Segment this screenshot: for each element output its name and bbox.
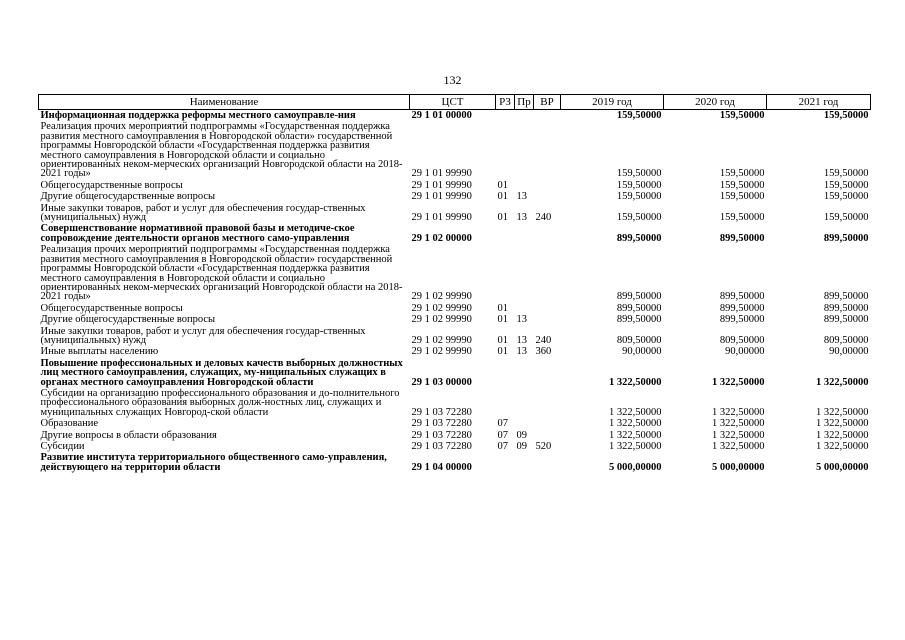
cell-name: Иные закупки товаров, работ и услуг для обеспечения государ-ственных (муниципальных) нужд — [40, 325, 366, 346]
header-row — [39, 95, 871, 110]
cell-pr — [515, 244, 534, 302]
cell-pr — [515, 223, 534, 244]
header-name: Наименование — [39, 95, 410, 110]
cell-2021: 899,50000 — [823, 302, 869, 314]
cell-2021: 159,50000 — [823, 168, 869, 180]
cell-pr: 13 — [516, 346, 527, 358]
cell-name: Повышение профессиональных и деловых качеств выборных должностных лиц местного самоуправления, служащих, му-ниципальных служащих в органах местного самоуправления Новгородской области — [40, 357, 403, 388]
cell-rz: 01 — [497, 191, 508, 203]
cell-2021: 809,50000 — [823, 334, 869, 346]
header-2019: 2019 год — [561, 95, 664, 110]
cell-rz: 07 — [497, 441, 508, 452]
cell-rz — [496, 452, 515, 473]
cell-pr: 13 — [516, 334, 527, 346]
cell-2020: 159,50000 — [719, 212, 765, 224]
cell-cst: 29 1 01 99990 — [411, 168, 472, 180]
cell-cst: 29 1 02 99990 — [411, 302, 472, 314]
cell-2020: 899,50000 — [719, 314, 765, 326]
cell-cst: 29 1 02 99990 — [411, 291, 472, 303]
table-body — [39, 110, 871, 474]
cell-2020: 159,50000 — [719, 168, 765, 180]
page-number: 132 — [443, 73, 462, 87]
header-2021: 2021 год — [767, 95, 871, 110]
table-row — [39, 326, 871, 347]
cell-name: Информационная поддержка реформы местного самоуправле-ния — [40, 110, 356, 121]
table-row — [39, 303, 871, 314]
cell-2021: 1 322,50000 — [816, 406, 869, 418]
cell-cst: 29 1 03 72280 — [411, 441, 472, 452]
cell-cst: 29 1 04 00000 — [411, 461, 472, 473]
table-row — [39, 346, 871, 357]
cell-2021: 899,50000 — [823, 232, 869, 244]
cell-rz — [496, 110, 515, 122]
cell-2019: 809,50000 — [616, 334, 662, 346]
cell-2021: 1 322,50000 — [816, 418, 869, 430]
table-row — [39, 244, 871, 302]
cell-2019: 899,50000 — [616, 302, 662, 314]
cell-2019: 90,00000 — [622, 346, 662, 358]
cell-2020: 1 322,50000 — [712, 429, 765, 441]
cell-rz: 01 — [497, 314, 508, 326]
cell-name: Образование — [40, 418, 99, 430]
cell-2019: 159,50000 — [616, 110, 662, 121]
cell-2020: 5 000,00000 — [712, 461, 765, 473]
cell-pr — [515, 418, 534, 429]
cell-2019: 1 322,50000 — [609, 418, 662, 430]
cell-pr — [515, 180, 534, 191]
header-vr: ВР — [534, 95, 561, 110]
header-cst: ЦСТ — [410, 95, 496, 110]
cell-vr — [534, 452, 561, 473]
table-header — [39, 95, 871, 110]
cell-vr — [534, 418, 561, 429]
table-row — [39, 223, 871, 244]
cell-pr: 13 — [516, 314, 527, 326]
header-2020: 2020 год — [664, 95, 767, 110]
cell-2019: 899,50000 — [616, 291, 662, 303]
cell-2021: 1 322,50000 — [816, 376, 869, 388]
cell-2020: 1 322,50000 — [712, 376, 765, 388]
cell-pr: 13 — [516, 212, 527, 224]
cell-pr: 13 — [516, 191, 527, 203]
cell-2019: 159,50000 — [616, 179, 662, 191]
cell-pr — [515, 388, 534, 418]
cell-rz: 01 — [497, 212, 508, 224]
cell-2021: 159,50000 — [823, 110, 869, 121]
cell-2019: 159,50000 — [616, 168, 662, 180]
cell-2020: 1 322,50000 — [712, 441, 765, 452]
cell-rz — [496, 223, 515, 244]
cell-vr — [534, 191, 561, 202]
cell-vr — [534, 180, 561, 191]
cell-name: Субсидии на организацию профессионального образования и до-полнительного профессионального образования выборных долж-ностных лиц, служащих и муниципальных служащих Новгород-ской области — [40, 387, 400, 418]
cell-2020: 899,50000 — [719, 291, 765, 303]
cell-2021: 159,50000 — [823, 179, 869, 191]
cell-rz: 01 — [497, 334, 508, 346]
cell-2020: 159,50000 — [719, 110, 765, 121]
table-row — [39, 180, 871, 191]
cell-rz: 01 — [497, 302, 508, 314]
cell-vr — [534, 388, 561, 418]
cell-rz: 07 — [497, 429, 508, 441]
cell-2021: 899,50000 — [823, 314, 869, 326]
header-pr: Пр — [515, 95, 534, 110]
cell-vr: 360 — [535, 346, 552, 358]
table-row — [39, 110, 871, 122]
table-row — [39, 452, 871, 473]
cell-2021: 1 322,50000 — [816, 441, 869, 452]
cell-vr — [534, 430, 561, 441]
cell-vr — [534, 303, 561, 314]
cell-vr — [534, 358, 561, 388]
header-rz: РЗ — [496, 95, 515, 110]
cell-pr: 09 — [516, 429, 527, 441]
cell-rz — [496, 244, 515, 302]
cell-pr — [515, 358, 534, 388]
cell-rz: 07 — [497, 418, 508, 430]
cell-cst: 29 1 01 99990 — [411, 212, 472, 224]
cell-name: Другие общегосударственные вопросы — [40, 191, 216, 203]
cell-2020: 899,50000 — [719, 302, 765, 314]
cell-pr — [515, 110, 534, 122]
cell-name: Совершенствование нормативной правовой базы и методиче-ское сопровождение деятельности органов местного само-управления — [40, 223, 355, 244]
cell-2019: 1 322,50000 — [609, 429, 662, 441]
cell-rz — [496, 121, 515, 179]
cell-2021: 90,00000 — [829, 346, 869, 358]
table-row — [39, 191, 871, 202]
cell-rz: 01 — [497, 179, 508, 191]
cell-2021: 1 322,50000 — [816, 429, 869, 441]
cell-vr: 240 — [535, 212, 552, 224]
cell-cst: 29 1 03 00000 — [411, 376, 472, 388]
cell-name: Другие общегосударственные вопросы — [40, 314, 216, 326]
cell-name: Реализация прочих мероприятий подпрограммы «Государственная поддержка развития местного самоуправления в Новгородской области» государственной программы Новгородской области «Государственная поддержка развития местного самоуправления в Новгородской области и социально ориентированных неком-мерческих организаций Новгородской области на 2018-2021 годы» — [40, 244, 403, 303]
cell-2019: 5 000,00000 — [609, 461, 662, 473]
cell-2019: 1 322,50000 — [609, 376, 662, 388]
cell-pr — [515, 121, 534, 179]
table-row — [39, 358, 871, 388]
cell-cst: 29 1 01 00000 — [411, 110, 472, 121]
cell-name: Иные закупки товаров, работ и услуг для обеспечения государ-ственных (муниципальных) нужд — [40, 202, 366, 224]
cell-2020: 159,50000 — [719, 191, 765, 203]
cell-vr — [534, 223, 561, 244]
table-row — [39, 388, 871, 418]
cell-vr: 520 — [535, 441, 552, 452]
cell-vr — [534, 110, 561, 122]
cell-name: Реализация прочих мероприятий подпрограммы «Государственная поддержка развития местного самоуправления в Новгородской области» государственной программы Новгородской области «Государственная поддержка развития местного самоуправления в Новгородской области и социально ориентированных неком-мерческих организаций Новгородской области на 2018-2021 годы» — [40, 121, 403, 180]
cell-2021: 899,50000 — [823, 291, 869, 303]
cell-2020: 159,50000 — [719, 179, 765, 191]
cell-2020: 1 322,50000 — [712, 406, 765, 418]
cell-vr — [534, 121, 561, 179]
cell-vr — [534, 244, 561, 302]
cell-rz — [496, 358, 515, 388]
cell-name: Другие вопросы в области образования — [40, 429, 217, 441]
cell-2020: 1 322,50000 — [712, 418, 765, 430]
cell-name: Развитие института территориального общественного само-управления, действующего на территории области — [40, 452, 387, 473]
cell-cst: 29 1 02 99990 — [411, 346, 472, 358]
cell-pr — [515, 452, 534, 473]
cell-cst: 29 1 01 99990 — [411, 179, 472, 191]
cell-name: Общегосударственные вопросы — [40, 302, 183, 314]
table-row — [39, 314, 871, 325]
cell-cst: 29 1 03 72280 — [411, 418, 472, 430]
cell-name: Субсидии — [40, 441, 85, 452]
cell-2019: 899,50000 — [616, 232, 662, 244]
cell-cst: 29 1 02 99990 — [411, 334, 472, 346]
cell-2020: 90,00000 — [725, 346, 765, 358]
table-row — [39, 430, 871, 441]
cell-name: Общегосударственные вопросы — [40, 179, 183, 191]
cell-2019: 1 322,50000 — [609, 441, 662, 452]
table-row — [39, 121, 871, 179]
cell-rz — [496, 388, 515, 418]
budget-table — [38, 94, 871, 473]
cell-2021: 159,50000 — [823, 191, 869, 203]
cell-vr — [534, 314, 561, 325]
cell-pr: 09 — [516, 441, 527, 452]
table-row — [39, 441, 871, 452]
cell-name: Иные выплаты населению — [40, 346, 159, 358]
cell-pr — [515, 303, 534, 314]
cell-2019: 1 322,50000 — [609, 406, 662, 418]
cell-2020: 899,50000 — [719, 232, 765, 244]
cell-2019: 159,50000 — [616, 191, 662, 203]
cell-2019: 899,50000 — [616, 314, 662, 326]
table-row — [39, 418, 871, 429]
cell-rz: 01 — [497, 346, 508, 358]
table-row — [39, 203, 871, 224]
cell-cst: 29 1 03 72280 — [411, 406, 472, 418]
cell-2019: 159,50000 — [616, 212, 662, 224]
cell-cst: 29 1 02 99990 — [411, 314, 472, 326]
cell-vr: 240 — [535, 334, 552, 346]
cell-cst: 29 1 03 72280 — [411, 429, 472, 441]
cell-cst: 29 1 01 99990 — [411, 191, 472, 203]
cell-2020: 809,50000 — [719, 334, 765, 346]
cell-2021: 159,50000 — [823, 212, 869, 224]
cell-2021: 5 000,00000 — [816, 461, 869, 473]
cell-cst: 29 1 02 00000 — [411, 232, 472, 244]
